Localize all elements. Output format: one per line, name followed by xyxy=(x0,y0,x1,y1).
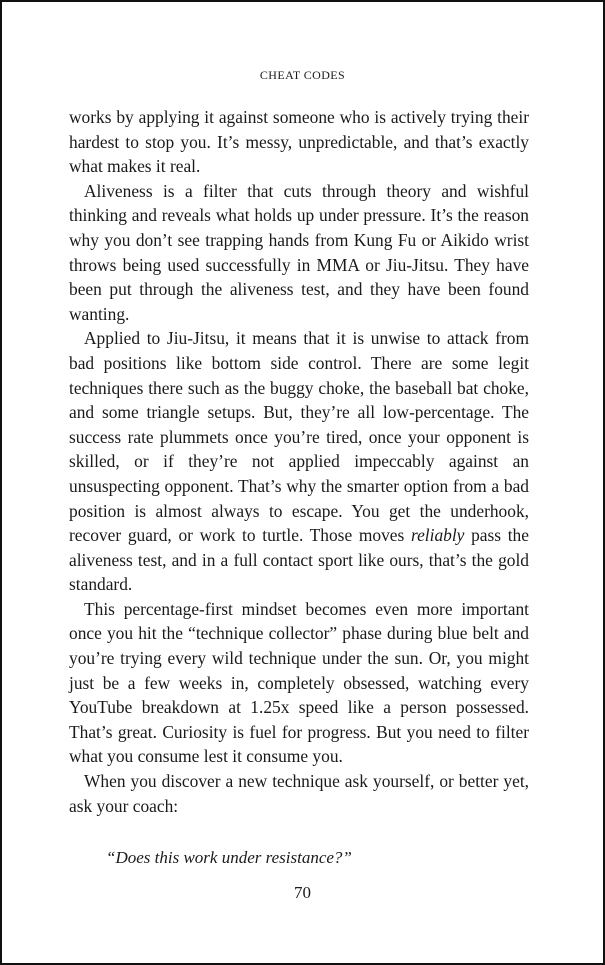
paragraph-5: When you discover a new technique ask yourself, or better yet, ask your coach: xyxy=(69,771,529,816)
body-text xyxy=(69,105,529,818)
paragraph-1: works by applying it against someone who is actively trying their hardest to stop you. It’s messy, unpredictable, and that’s exactly what makes it real. xyxy=(69,107,529,177)
running-head: CHEAT CODES xyxy=(259,68,346,82)
paragraph-4: This percentage-first mindset becomes even more important once you hit the “technique collector” phase during blue belt and you’re trying every wild technique under the sun. Or, you might just be a few weeks in, completely obsessed, watching every YouTube breakdown at 1.25x speed like a person possessed. That’s great. Curiosity is fuel for progress. But you need to filter what you consume lest it consume you. xyxy=(69,598,529,767)
block-quote: “Does this work under resistance?” xyxy=(106,848,352,867)
paragraph-2: Aliveness is a filter that cuts through theory and wishful thinking and reveals what holds up under pressure. It’s the reason why you don’t see trapping hands from Kung Fu or Aikido wrist throws being used successfully in MMA or Jiu-Jitsu. They have been put through the aliveness test, and they have been found wanting. xyxy=(69,180,529,324)
paragraph-3-tail: pass the aliveness test, and in a full contact sport like ours, that’s the gold standard. xyxy=(69,525,529,595)
paragraph-3 xyxy=(69,326,529,597)
paragraph-3-main: Applied to Jiu-Jitsu, it means that it is unwise to attack from bad positions like bottom side control. There are some legit techniques there such as the buggy choke, the baseball bat choke, and some triangle setups. But, they’re all low-percentage. The success rate plummets once you’re tired, once your opponent is skilled, or if they’re not applied impeccably against an unsuspecting opponent. That’s why the smarter option from a bad position is almost always to escape. You get the underhook, recover guard, or work to turtle. Those moves xyxy=(69,328,529,546)
page-number: 70 xyxy=(294,883,311,902)
emphasis-reliably: reliably xyxy=(410,525,465,546)
